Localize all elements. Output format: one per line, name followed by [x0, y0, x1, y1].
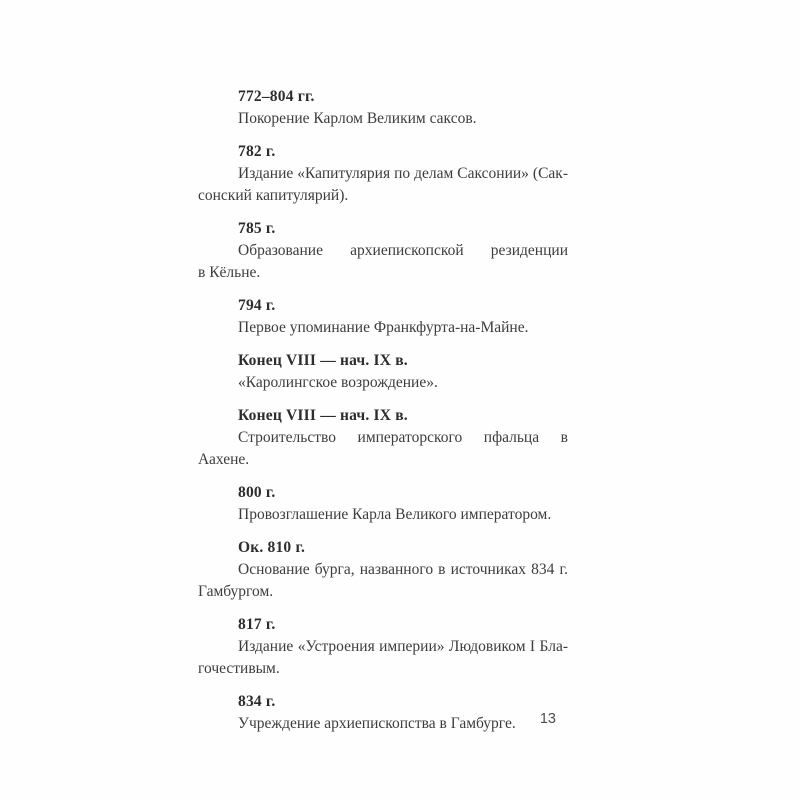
description-line: Покорение Карлом Великим саксов.: [238, 110, 477, 127]
description-line: Издание «Устроения империи» Людовиком I Бла-: [238, 638, 568, 655]
entry-date: 785 г.: [238, 220, 276, 237]
entry-date: 817 г.: [238, 616, 276, 633]
description-line: Образование архиепископской резиденции: [238, 242, 568, 259]
chronology-entry: [198, 405, 568, 471]
entry-date: 772–804 гг.: [238, 88, 315, 105]
entry-date: Конец VIII — нач. IX в.: [238, 352, 408, 369]
chronology-entry: [198, 482, 568, 526]
chronology-content: [198, 86, 568, 746]
entry-description: [198, 427, 568, 471]
description-line: в Кёльне.: [198, 264, 261, 281]
entry-description: [198, 108, 568, 130]
description-line: Строительство императорского пфальца в Аахене.: [198, 429, 568, 468]
chronology-entry: [198, 141, 568, 207]
entry-description: [198, 636, 568, 680]
entry-date: 794 г.: [238, 297, 276, 314]
description-line: «Каролингское возрождение».: [238, 374, 438, 391]
chronology-entry: [198, 86, 568, 130]
description-line: гочестивым.: [198, 660, 280, 677]
chronology-entry: [198, 537, 568, 603]
entry-description: [198, 240, 568, 284]
description-line: Издание «Капитулярия по делам Саксонии» (Сак-: [238, 165, 568, 182]
chronology-entry: [198, 218, 568, 284]
description-line: Основание бурга, названного в источниках 834 г.: [238, 561, 568, 578]
entry-date: Ок. 810 г.: [238, 539, 306, 556]
description-line: Провозглашение Карла Великого императором.: [238, 506, 552, 523]
entry-date: 782 г.: [238, 143, 276, 160]
chronology-entry: [198, 614, 568, 680]
description-line: сонский капитулярий).: [198, 187, 349, 204]
entry-date: 834 г.: [238, 693, 276, 710]
entry-description: [198, 372, 568, 394]
entry-description: [198, 559, 568, 603]
entry-description: [198, 163, 568, 207]
entry-date: Конец VIII — нач. IX в.: [238, 407, 408, 424]
description-line: Первое упоминание Франкфурта-на-Майне.: [238, 319, 529, 336]
description-line: Учреждение архиепископства в Гамбурге.: [238, 715, 516, 732]
entry-description: [198, 317, 568, 339]
chronology-entry: [198, 295, 568, 339]
entry-description: [198, 504, 568, 526]
chronology-entry: [198, 350, 568, 394]
page-number: 13: [539, 711, 556, 727]
description-line: Гамбургом.: [198, 583, 274, 600]
entry-date: 800 г.: [238, 484, 276, 501]
